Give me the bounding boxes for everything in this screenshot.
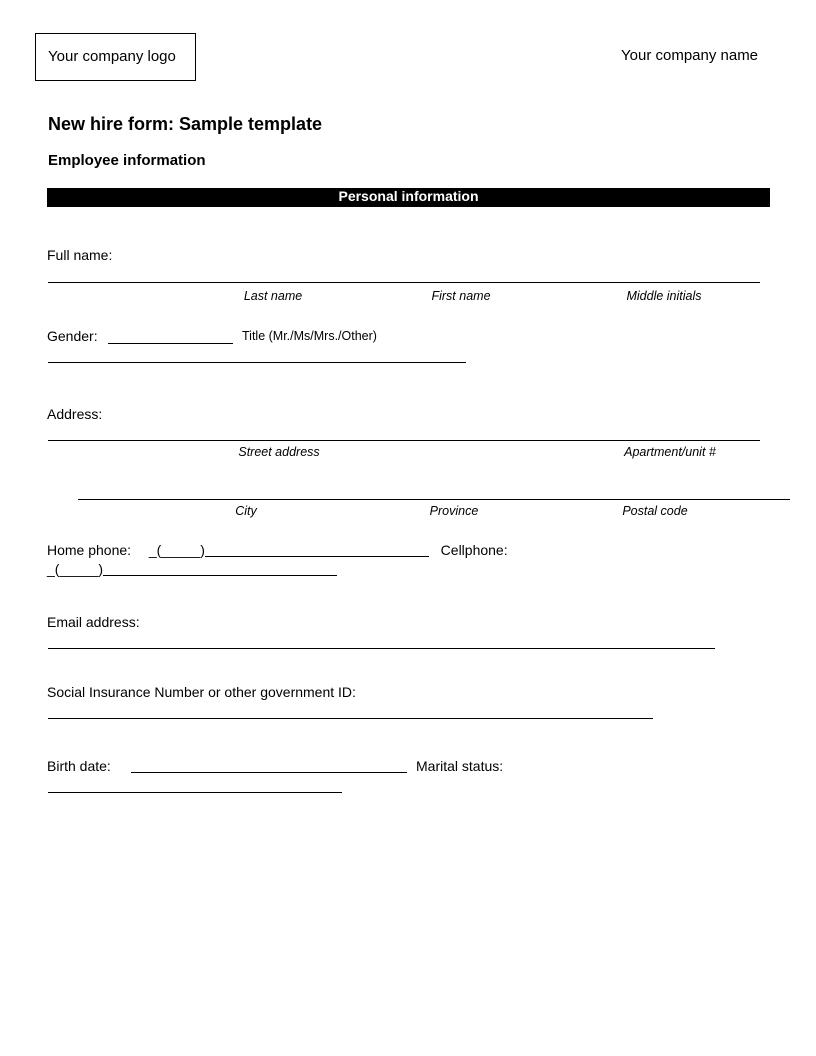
home-phone-label: Home phone: [47, 542, 132, 558]
form-title: New hire form: Sample template [48, 114, 323, 134]
email-address-label: Email address: [47, 614, 140, 630]
birth-date-field[interactable] [131, 772, 407, 773]
cellphone-label: Cellphone: [440, 542, 508, 558]
title-label: Title (Mr./Ms/Mrs./Other) [242, 329, 377, 343]
street-address-caption: Street address [238, 445, 320, 459]
postal-code-caption: Postal code [622, 504, 688, 518]
title-field[interactable] [48, 362, 466, 363]
first-name-caption: First name [431, 289, 491, 303]
city-province-postal-field[interactable] [78, 499, 790, 500]
home-phone-area-prefix: _(_____) [148, 542, 205, 558]
gender-field[interactable] [108, 343, 233, 344]
banner-label: Personal information [338, 188, 479, 204]
cellphone-row [47, 561, 337, 577]
government-id-label: Social Insurance Number or other government ID: [47, 684, 356, 700]
last-name-caption: Last name [243, 289, 303, 303]
address-label: Address: [47, 406, 103, 422]
home-phone-row [47, 542, 508, 558]
personal-information-banner [47, 188, 770, 207]
city-caption: City [235, 504, 257, 518]
gender-label: Gender: [47, 328, 98, 344]
middle-initials-caption: Middle initials [626, 289, 702, 303]
full-name-field[interactable] [48, 282, 760, 283]
email-address-field[interactable] [48, 648, 715, 649]
birth-date-label: Birth date: [47, 758, 111, 774]
marital-status-label: Marital status: [416, 758, 504, 774]
section-title: Employee information [48, 152, 206, 169]
cellphone-field[interactable] [103, 575, 337, 576]
company-logo-text: Your company logo [48, 48, 176, 65]
company-name: Your company name [621, 47, 759, 64]
marital-status-field[interactable] [48, 792, 342, 793]
government-id-field[interactable] [48, 718, 653, 719]
company-logo-placeholder [35, 33, 196, 81]
cellphone-area-prefix: _(_____) [47, 561, 104, 577]
apartment-unit-caption: Apartment/unit # [624, 445, 716, 459]
province-caption: Province [429, 504, 479, 518]
home-phone-field[interactable] [205, 556, 429, 557]
street-address-field[interactable] [48, 440, 760, 441]
full-name-label: Full name: [47, 247, 113, 263]
